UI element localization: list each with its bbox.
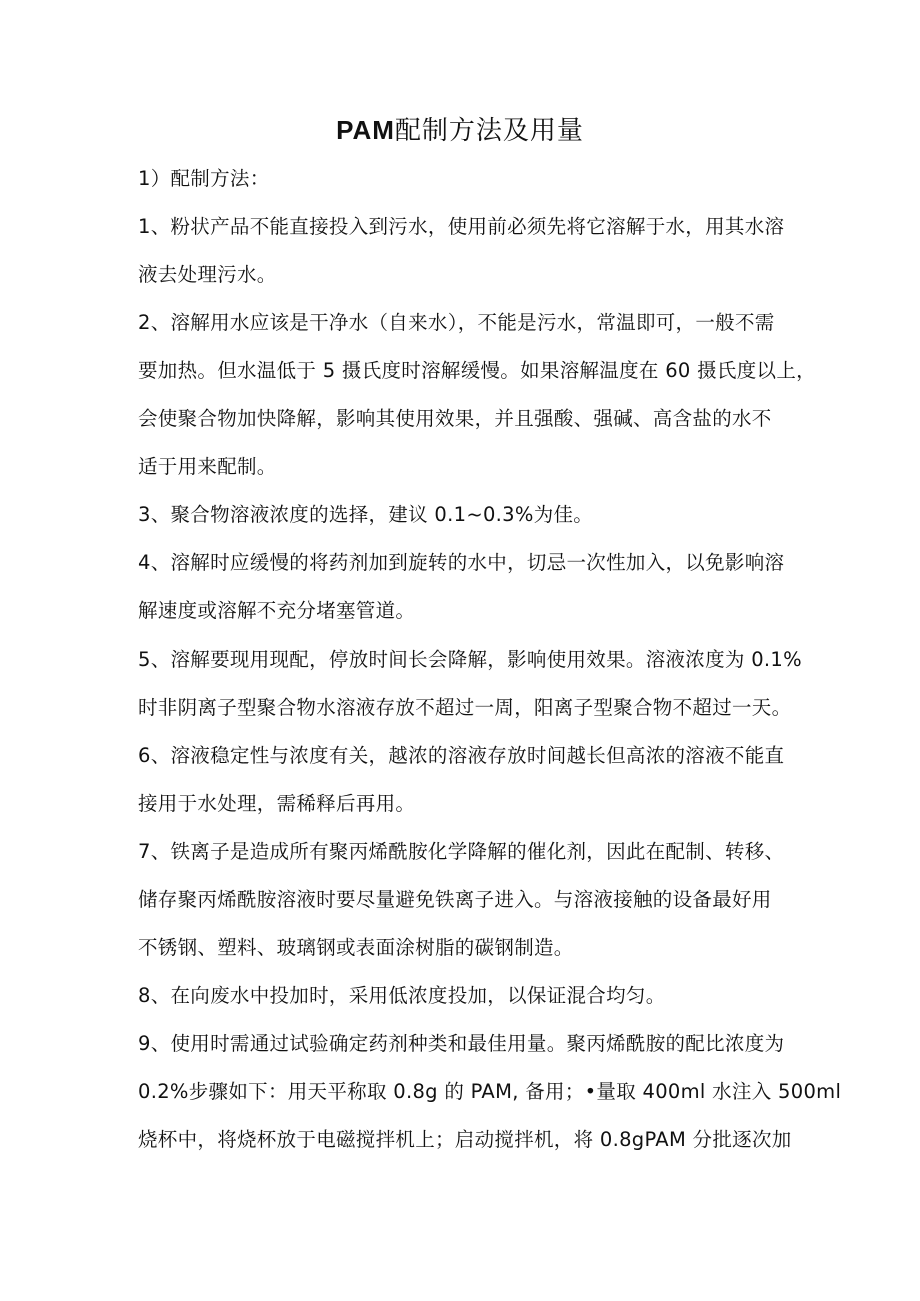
text-line: 0.2%步骤如下：用天平称取 0.8g 的 PAM, 备用；•量取 400ml 水注入 500ml — [138, 1080, 842, 1103]
text-line: 4、溶解时应缓慢的将药剂加到旋转的水中，切忌一次性加入，以免影响溶 — [138, 551, 785, 574]
section-heading: 1）配制方法： — [138, 167, 270, 190]
text-line: 时非阴离子型聚合物水溶液存放不超过一周，阳离子型聚合物不超过一天。 — [138, 696, 792, 719]
text-line: 接用于水处理，需稀释后再用。 — [138, 792, 416, 815]
text-line: 3、聚合物溶液浓度的选择，建议 0.1~0.3%为佳。 — [138, 503, 594, 526]
text-line: 8、在向废水中投加时，采用低浓度投加，以保证混合均匀。 — [138, 984, 666, 1007]
text-line: 要加热。但水温低于 5 摄氏度时溶解缓慢。如果溶解温度在 60 摄氏度以上， — [138, 359, 816, 382]
page-title — [0, 110, 920, 151]
text-line: 7、铁离子是造成所有聚丙烯酰胺化学降解的催化剂，因此在配制、转移、 — [138, 840, 785, 863]
text-line: 适于用来配制。 — [138, 455, 277, 478]
text-line: 液去处理污水。 — [138, 263, 277, 286]
text-line: 6、溶液稳定性与浓度有关，越浓的溶液存放时间越长但高浓的溶液不能直 — [138, 744, 785, 767]
text-line: 9、使用时需通过试验确定药剂种类和最佳用量。聚丙烯酰胺的配比浓度为 — [138, 1032, 785, 1055]
text-line: 会使聚合物加快降解，影响其使用效果，并且强酸、强碱、高含盐的水不 — [138, 407, 772, 430]
text-line: 1、粉状产品不能直接投入到污水，使用前必须先将它溶解于水，用其水溶 — [138, 215, 785, 238]
title-cjk: 配制方法及用量 — [394, 116, 584, 146]
text-line: 不锈钢、塑料、玻璃钢或表面涂树脂的碳钢制造。 — [138, 936, 574, 959]
text-line: 2、溶解用水应该是干净水（自来水），不能是污水，常温即可，一般不需 — [138, 311, 775, 334]
text-line: 烧杯中，将烧杯放于电磁搅拌机上；启动搅拌机，将 0.8gPAM 分批逐次加 — [138, 1128, 792, 1151]
text-line: 5、溶解要现用现配，停放时间长会降解，影响使用效果。溶液浓度为 0.1% — [138, 648, 802, 671]
text-line: 储存聚丙烯酰胺溶液时要尽量避免铁离子进入。与溶液接触的设备最好用 — [138, 888, 772, 911]
title-latin: PAM — [336, 115, 395, 145]
text-line: 解速度或溶解不充分堵塞管道。 — [138, 599, 416, 622]
